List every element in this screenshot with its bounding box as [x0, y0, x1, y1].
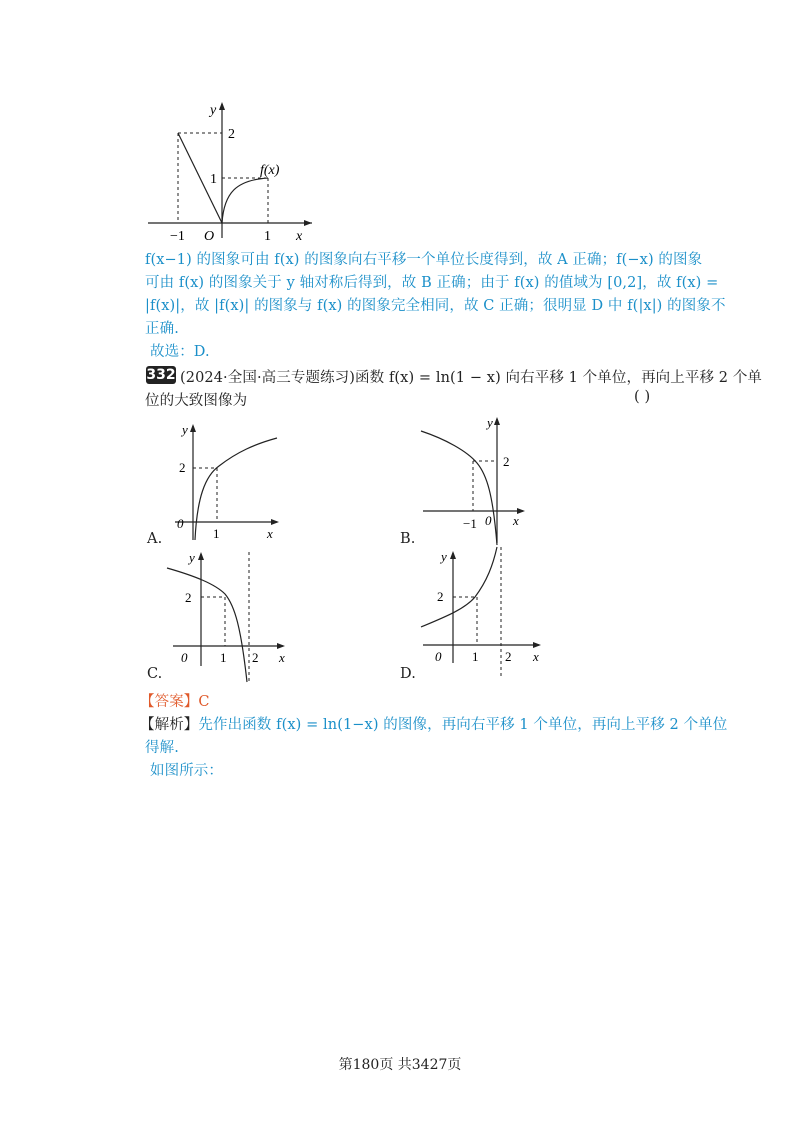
- option-b-y: y: [487, 415, 493, 430]
- option-c-x: x: [279, 650, 285, 665]
- explanation-line-1: f(x−1) 的图象可由 f(x) 的图象向右平移一个单位长度得到，故 A 正确；f(−x) 的图象: [145, 252, 703, 268]
- top-function-graph: [140, 98, 320, 248]
- question-number-badge: 332: [146, 367, 176, 383]
- y-axis-label: y: [210, 103, 217, 118]
- answer-tag: 【答案】: [140, 694, 199, 710]
- option-d-y: y: [441, 549, 447, 564]
- option-a-t2: 2: [179, 460, 186, 475]
- option-c-t2: 2: [185, 590, 192, 605]
- option-c-y: y: [189, 550, 195, 565]
- option-a-y: y: [182, 422, 188, 437]
- analysis-line-3: 如图所示：: [150, 763, 223, 779]
- analysis-line-1: [140, 713, 727, 734]
- curve-label: f(x): [260, 163, 280, 178]
- option-d-t2: 2: [437, 589, 444, 604]
- option-b-x: x: [513, 513, 519, 528]
- option-c-graph: [165, 548, 295, 683]
- option-a-x: x: [267, 526, 273, 541]
- tick-1-x: 1: [264, 229, 271, 244]
- answer-line: [140, 690, 210, 711]
- option-d-t2x: 2: [505, 649, 512, 664]
- option-b-o: 0: [485, 513, 492, 528]
- option-a-t1: 1: [213, 526, 220, 541]
- tick-1-y: 1: [210, 172, 217, 187]
- x-axis-label: x: [296, 229, 303, 244]
- explanation-line-4: 正确.: [145, 321, 179, 337]
- option-b-label: B.: [400, 531, 416, 547]
- option-a-label: A.: [147, 531, 163, 547]
- option-b-tm1: −1: [463, 516, 477, 531]
- origin-label: O: [204, 229, 215, 244]
- analysis-tag: 【解析】: [140, 717, 199, 733]
- option-a-o: 0: [177, 516, 184, 531]
- choose-line: 故选：D.: [150, 344, 210, 360]
- option-c-t2x: 2: [252, 650, 259, 665]
- tick-neg1: −1: [170, 229, 185, 244]
- option-d-o: 0: [435, 649, 442, 664]
- option-d-t1: 1: [472, 649, 479, 664]
- explanation-line-2: 可由 f(x) 的图象关于 y 轴对称后得到，故 B 正确；由于 f(x) 的值域为 [0,2]，故 f(x) =: [145, 275, 719, 291]
- option-b-graph: [415, 413, 530, 548]
- question-line-1: (2024·全国·高三专题练习)函数 f(x) = ln(1 − x) 向右平移 1 个单位，再向上平移 2 个单: [180, 370, 763, 386]
- explanation-line-3: |f(x)|，故 |f(x)| 的图象与 f(x) 的图象完全相同，故 C 正确；很明显 D 中 f(|x|) 的图象不: [145, 298, 726, 314]
- option-c-o: 0: [181, 650, 188, 665]
- option-d-graph: [415, 545, 545, 683]
- analysis-text-1: 先作出函数 f(x) = ln(1−x) 的图像，再向右平移 1 个单位，再向上平移 2 个单位: [198, 717, 728, 733]
- option-c-label: C.: [147, 666, 163, 682]
- page-footer: 第180页 共3427页: [338, 1057, 462, 1073]
- answer-value: C: [198, 694, 210, 710]
- option-a-graph: [165, 418, 285, 543]
- option-b-t2: 2: [503, 454, 510, 469]
- answer-bracket: ( ): [634, 389, 651, 405]
- option-d-x: x: [533, 649, 539, 664]
- tick-2: 2: [228, 127, 235, 142]
- option-d-label: D.: [400, 666, 416, 682]
- option-c-t1: 1: [220, 650, 227, 665]
- question-line-2: 位的大致图像为: [145, 393, 248, 409]
- analysis-line-2: 得解.: [145, 740, 179, 756]
